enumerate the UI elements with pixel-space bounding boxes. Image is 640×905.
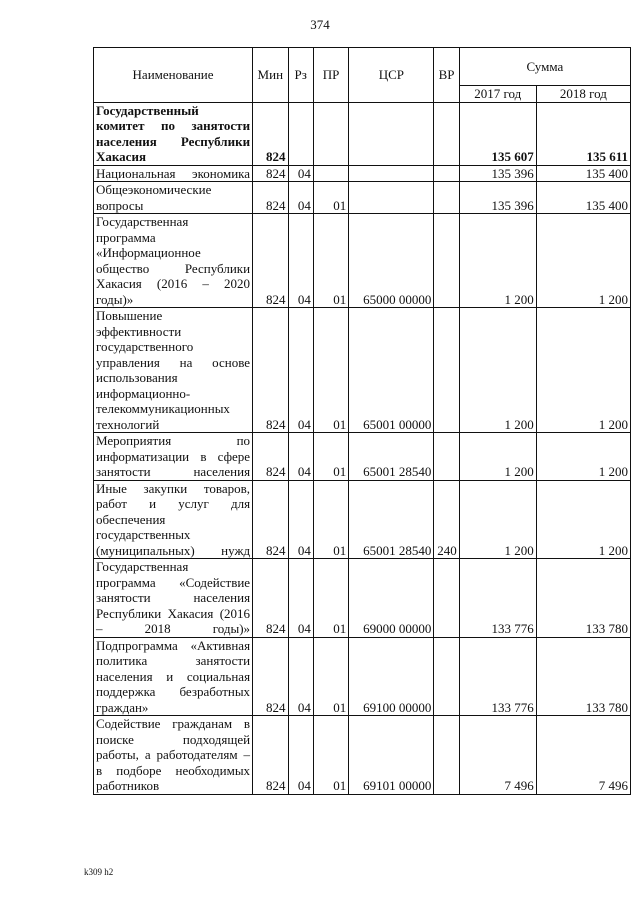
name-cell: Подпрограмма «Активная политика занятости населения и социальная поддержка безработных граждан» — [94, 637, 253, 716]
rz-cell: 04 — [288, 165, 313, 182]
vr-cell — [434, 637, 459, 716]
sum-2018-cell: 133 780 — [536, 559, 630, 638]
name-cell: Государственный комитет по занятости населения Республики Хакасия — [94, 102, 253, 165]
sum-2018-cell: 133 780 — [536, 637, 630, 716]
rz-cell: 04 — [288, 308, 313, 433]
sum-2018-cell: 135 611 — [536, 102, 630, 165]
sum-2017-cell: 1 200 — [459, 308, 536, 433]
vr-cell — [434, 433, 459, 481]
vr-cell — [434, 559, 459, 638]
pr-cell: 01 — [313, 433, 348, 481]
sum-2017-cell: 7 496 — [459, 716, 536, 795]
csr-cell: 65000 00000 — [349, 214, 434, 308]
sum-2017-cell: 1 200 — [459, 214, 536, 308]
vr-cell — [434, 165, 459, 182]
name-cell: Мероприятия по информатизации в сфере занятости населения — [94, 433, 253, 481]
vr-cell — [434, 214, 459, 308]
rz-cell: 04 — [288, 480, 313, 559]
sum-2018-cell: 1 200 — [536, 433, 630, 481]
csr-cell: 69100 00000 — [349, 637, 434, 716]
csr-cell — [349, 165, 434, 182]
rz-cell: 04 — [288, 559, 313, 638]
min-cell: 824 — [253, 637, 288, 716]
header-vr: ВР — [434, 48, 459, 103]
pr-cell: 01 — [313, 480, 348, 559]
pr-cell — [313, 165, 348, 182]
table-row — [94, 433, 631, 481]
csr-cell — [349, 182, 434, 214]
csr-cell: 69101 00000 — [349, 716, 434, 795]
min-cell: 824 — [253, 308, 288, 433]
rz-cell: 04 — [288, 214, 313, 308]
table-row — [94, 214, 631, 308]
csr-cell: 65001 00000 — [349, 308, 434, 433]
budget-table — [93, 47, 631, 795]
sum-2018-cell: 1 200 — [536, 214, 630, 308]
sum-2017-cell: 1 200 — [459, 433, 536, 481]
header-2018: 2018 год — [536, 86, 630, 103]
pr-cell: 01 — [313, 637, 348, 716]
vr-cell: 240 — [434, 480, 459, 559]
table-body — [94, 102, 631, 794]
name-cell: Повышение эффективности государственного управления на основе использования информационно-телекоммуникационных технологий — [94, 308, 253, 433]
sum-2018-cell: 7 496 — [536, 716, 630, 795]
header-csr: ЦСР — [349, 48, 434, 103]
table-row — [94, 637, 631, 716]
pr-cell: 01 — [313, 559, 348, 638]
table-row — [94, 716, 631, 795]
min-cell: 824 — [253, 165, 288, 182]
pr-cell — [313, 102, 348, 165]
sum-2017-cell: 135 396 — [459, 182, 536, 214]
sum-2017-cell: 135 396 — [459, 165, 536, 182]
name-cell: Иные закупки товаров, работ и услуг для обеспечения государственных (муниципальных) нужд — [94, 480, 253, 559]
sum-2018-cell: 135 400 — [536, 182, 630, 214]
table-row — [94, 559, 631, 638]
min-cell: 824 — [253, 214, 288, 308]
csr-cell: 69000 00000 — [349, 559, 434, 638]
header-rz: Рз — [288, 48, 313, 103]
table-row — [94, 102, 631, 165]
header-2017: 2017 год — [459, 86, 536, 103]
page-number: 374 — [310, 17, 330, 32]
name-cell: Национальная экономика — [94, 165, 253, 182]
vr-cell — [434, 716, 459, 795]
rz-cell: 04 — [288, 637, 313, 716]
name-cell: Государственная программа «Содействие занятости населения Республики Хакасия (2016 – 2018 годы)» — [94, 559, 253, 638]
sum-2017-cell: 135 607 — [459, 102, 536, 165]
table-row — [94, 480, 631, 559]
rz-cell: 04 — [288, 433, 313, 481]
footer-code: k309 h2 — [84, 867, 114, 877]
sum-2018-cell: 1 200 — [536, 308, 630, 433]
vr-cell — [434, 182, 459, 214]
csr-cell: 65001 28540 — [349, 433, 434, 481]
header-sum: Сумма — [459, 48, 630, 86]
sum-2017-cell: 133 776 — [459, 559, 536, 638]
sum-2018-cell: 135 400 — [536, 165, 630, 182]
name-cell: Общеэкономические вопросы — [94, 182, 253, 214]
table-row — [94, 308, 631, 433]
header-min: Мин — [253, 48, 288, 103]
min-cell: 824 — [253, 559, 288, 638]
name-cell: Содействие гражданам в поиске подходящей работы, а работодателям – в подборе необходимых работников — [94, 716, 253, 795]
pr-cell: 01 — [313, 182, 348, 214]
min-cell: 824 — [253, 716, 288, 795]
header-pr: ПР — [313, 48, 348, 103]
rz-cell — [288, 102, 313, 165]
name-cell: Государственная программа «Информационное общество Республики Хакасия (2016 – 2020 годы)» — [94, 214, 253, 308]
pr-cell: 01 — [313, 308, 348, 433]
min-cell: 824 — [253, 182, 288, 214]
header-name: Наименование — [94, 48, 253, 103]
min-cell: 824 — [253, 102, 288, 165]
vr-cell — [434, 308, 459, 433]
pr-cell: 01 — [313, 716, 348, 795]
csr-cell: 65001 28540 — [349, 480, 434, 559]
rz-cell: 04 — [288, 716, 313, 795]
csr-cell — [349, 102, 434, 165]
sum-2017-cell: 1 200 — [459, 480, 536, 559]
sum-2018-cell: 1 200 — [536, 480, 630, 559]
min-cell: 824 — [253, 433, 288, 481]
min-cell: 824 — [253, 480, 288, 559]
table-row — [94, 182, 631, 214]
rz-cell: 04 — [288, 182, 313, 214]
vr-cell — [434, 102, 459, 165]
pr-cell: 01 — [313, 214, 348, 308]
sum-2017-cell: 133 776 — [459, 637, 536, 716]
table-row — [94, 165, 631, 182]
